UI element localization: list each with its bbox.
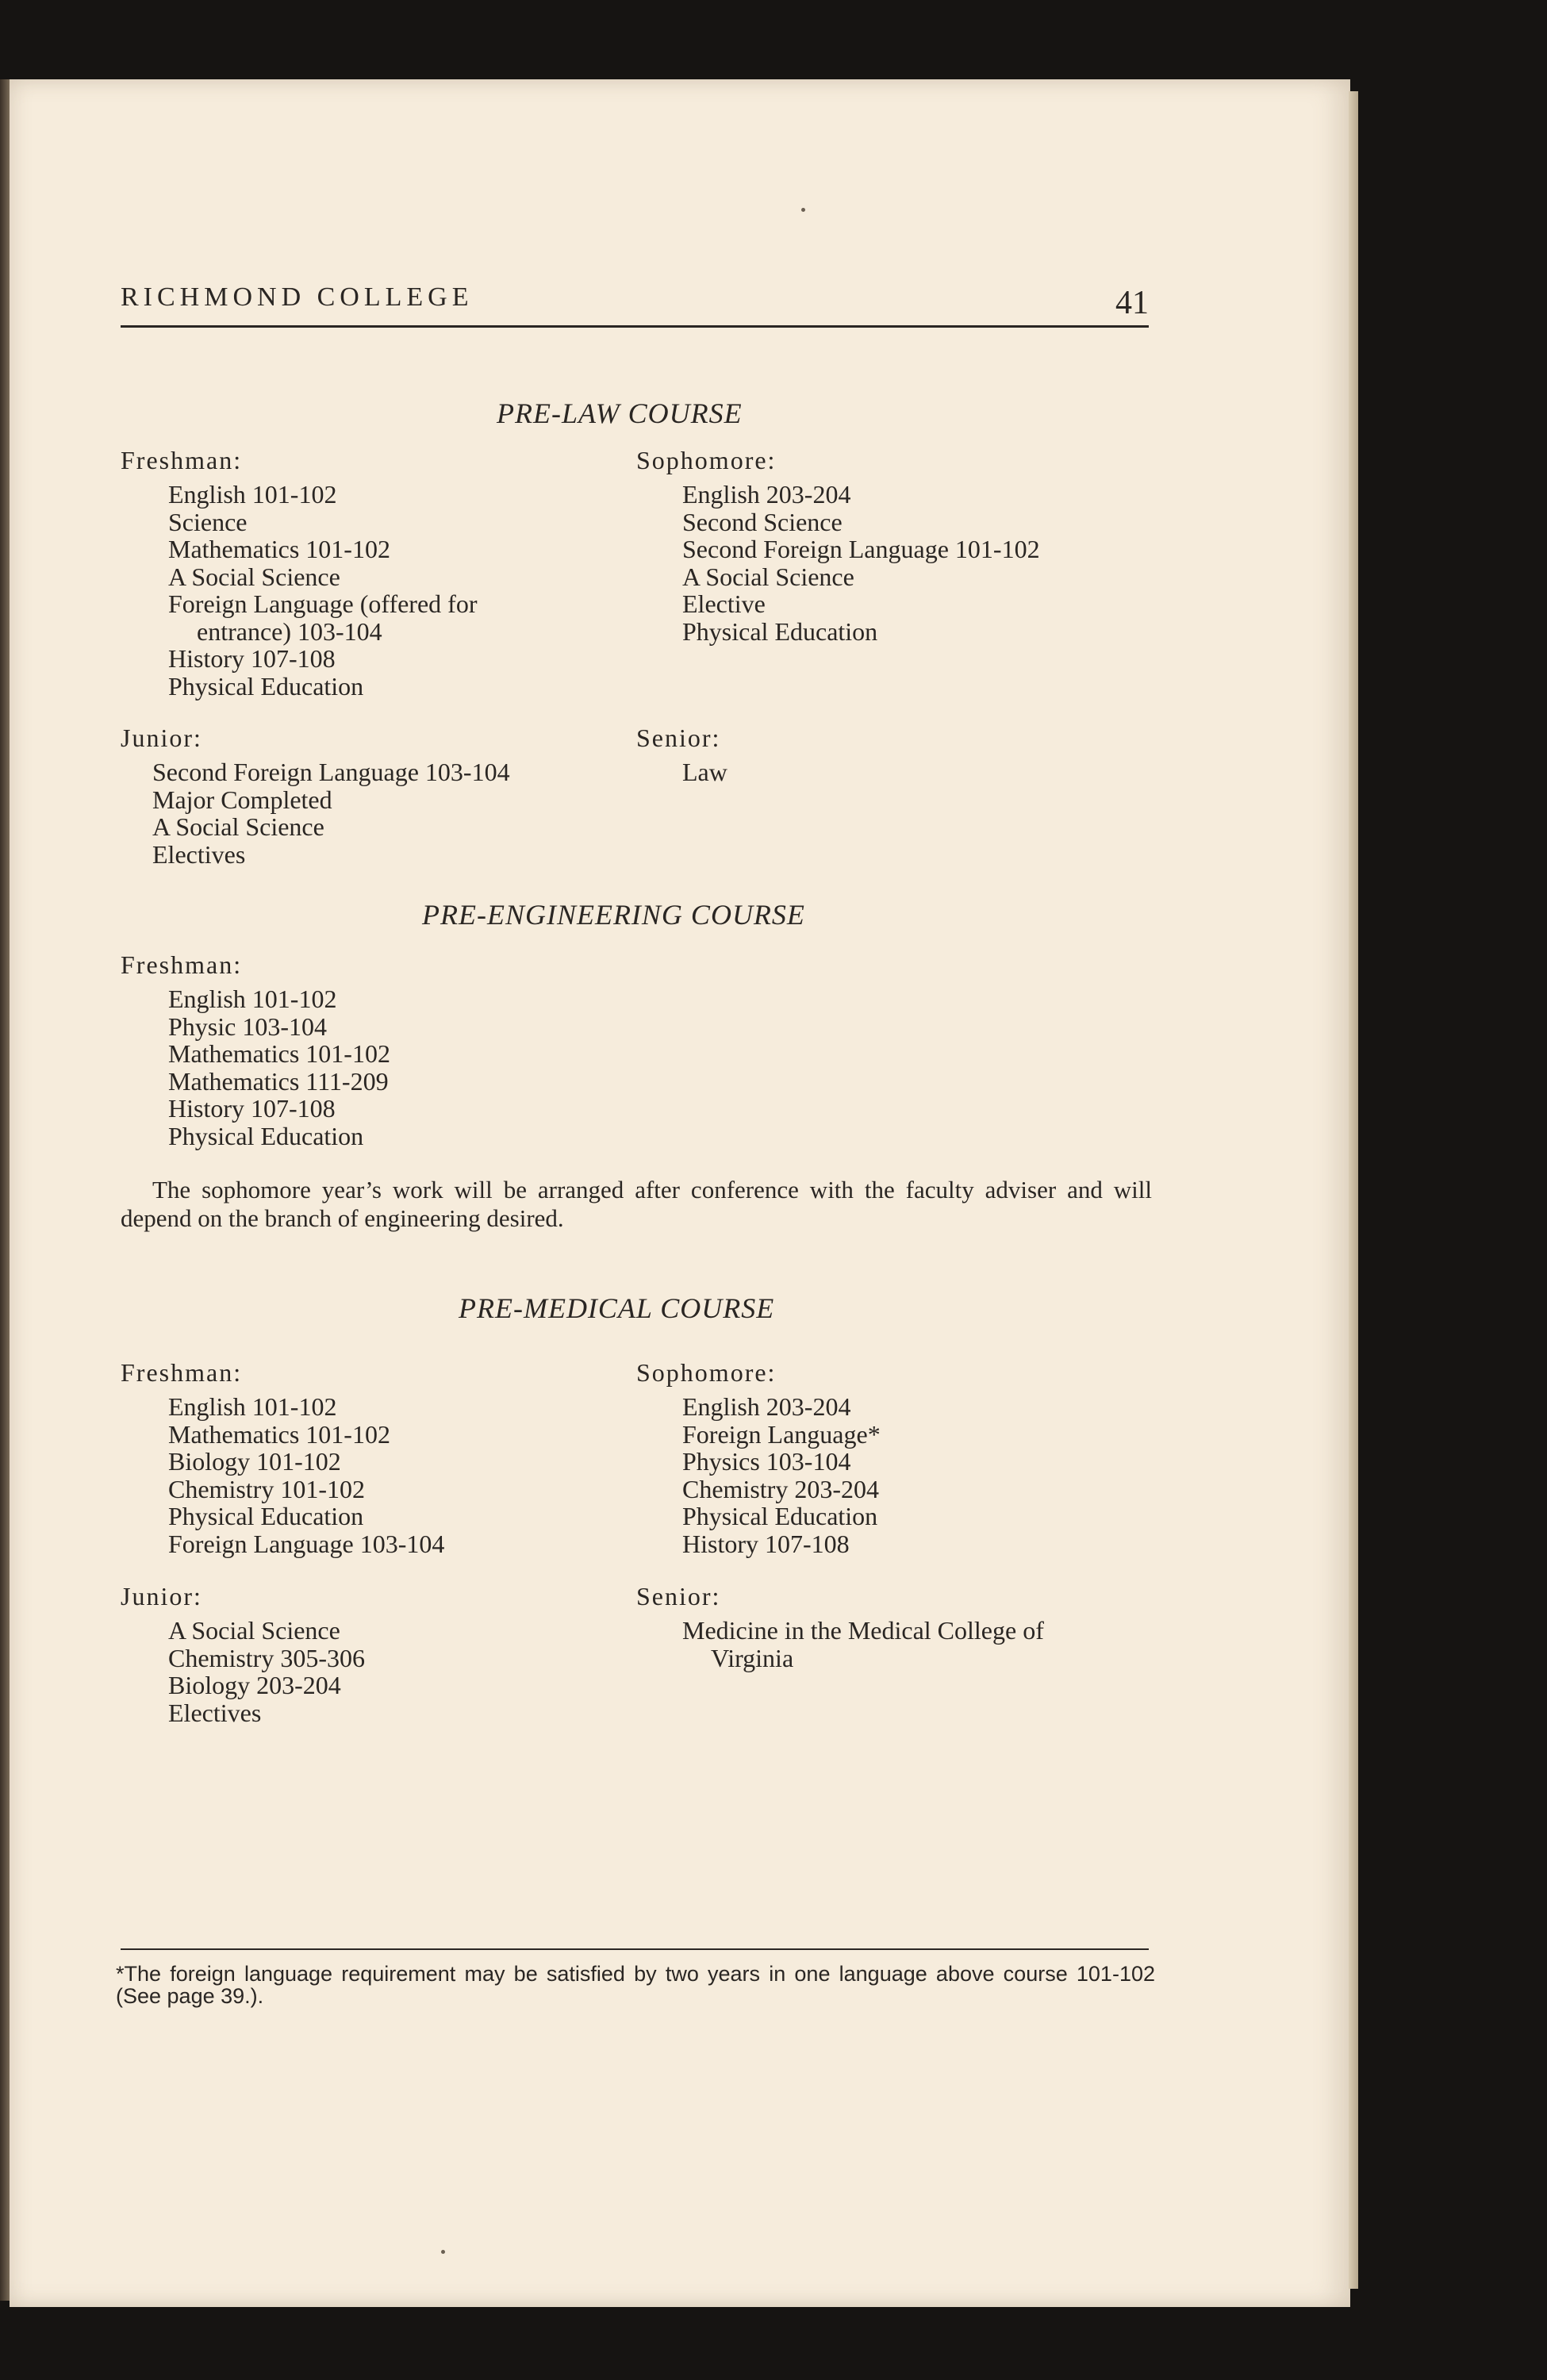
course-item: Electives — [152, 839, 246, 869]
course-item: History 107-108 — [168, 644, 336, 673]
course-item: History 107-108 — [168, 1094, 336, 1123]
course-item: Mathematics 101-102 — [168, 1039, 390, 1068]
course-item: Second Foreign Language 103-104 — [152, 758, 510, 786]
course-list — [168, 1393, 444, 1557]
preengineering-freshman — [121, 949, 390, 1150]
course-item: Foreign Language (offered for — [168, 589, 478, 618]
prelaw-title: PRE-LAW COURSE — [497, 397, 743, 429]
engineering-note: The sophomore year’s work will be arranged after conference with the faculty adviser and will depend on the branch of engineering desired. — [121, 1176, 1152, 1232]
year-label: Freshman: — [121, 446, 243, 474]
course-item: English 203-204 — [682, 480, 851, 509]
course-item: Foreign Language* — [682, 1419, 881, 1449]
course-item: English 101-102 — [168, 480, 337, 509]
premedical-senior — [636, 1580, 1044, 1672]
premedical-title: PRE-MEDICAL COURSE — [459, 1292, 775, 1324]
course-item: A Social Science — [152, 812, 324, 841]
course-item: Chemistry 305-306 — [168, 1643, 365, 1672]
course-list — [168, 1617, 365, 1726]
course-item: English 101-102 — [168, 985, 337, 1013]
course-item: Physical Education — [682, 1502, 878, 1530]
course-item: Major Completed — [152, 785, 332, 814]
year-label: Sophomore: — [636, 1358, 777, 1387]
course-list — [682, 1393, 881, 1557]
course-item: Foreign Language 103-104 — [168, 1529, 445, 1558]
year-label: Junior: — [121, 1582, 202, 1610]
footnote: *The foreign language requirement may be satisfied by two years in one language above course 101-102 (See page 39.). — [116, 1962, 1155, 2008]
course-item: Electives — [168, 1698, 262, 1727]
course-item: A Social Science — [168, 562, 340, 591]
premedical-freshman — [121, 1357, 444, 1557]
course-item: Physical Education — [168, 1121, 364, 1150]
course-item: Elective — [682, 589, 766, 618]
prelaw-senior — [636, 722, 727, 786]
course-item: Physical Education — [682, 616, 878, 646]
footnote-rule — [121, 1948, 1149, 1950]
premedical-sophomore — [636, 1357, 881, 1557]
course-list — [152, 758, 510, 868]
paper-speck — [801, 208, 805, 212]
year-label: Freshman: — [121, 950, 243, 979]
prelaw-sophomore — [636, 444, 1040, 645]
course-item: Physic 103-104 — [168, 1012, 327, 1041]
course-item: Physics 103-104 — [682, 1447, 851, 1476]
course-item: entrance) 103-104 — [197, 616, 382, 646]
course-item: English 101-102 — [168, 1392, 337, 1421]
course-item: Biology 101-102 — [168, 1447, 341, 1476]
page-stack-edge — [1349, 91, 1358, 2289]
running-header: RICHMOND COLLEGE — [121, 282, 474, 312]
course-item: Mathematics 101-102 — [168, 535, 390, 563]
prelaw-freshman — [121, 444, 477, 700]
course-list — [682, 758, 727, 786]
course-item: Chemistry 101-102 — [168, 1474, 365, 1503]
course-item: Biology 203-204 — [168, 1671, 341, 1699]
course-list — [682, 481, 1040, 645]
course-item: Medicine in the Medical College of — [682, 1616, 1044, 1645]
prelaw-junior — [121, 722, 510, 868]
course-item: Second Science — [682, 507, 843, 536]
course-item: A Social Science — [168, 1616, 340, 1645]
course-item: Virginia — [711, 1643, 794, 1672]
preengineering-title: PRE-ENGINEERING COURSE — [422, 899, 805, 931]
course-list — [168, 985, 390, 1150]
header-rule — [121, 325, 1149, 328]
course-item: Physical Education — [168, 671, 364, 701]
page-number: 41 — [1115, 285, 1149, 321]
course-item: Physical Education — [168, 1502, 364, 1530]
year-label: Senior: — [636, 724, 721, 752]
course-item: Science — [168, 507, 248, 536]
year-label: Junior: — [121, 724, 202, 752]
year-label: Sophomore: — [636, 446, 777, 474]
course-list — [168, 481, 477, 700]
course-item: Chemistry 203-204 — [682, 1474, 879, 1503]
course-item: A Social Science — [682, 562, 854, 591]
paper-speck — [441, 2250, 445, 2254]
premedical-junior — [121, 1580, 365, 1726]
course-item: History 107-108 — [682, 1529, 850, 1558]
course-list — [682, 1617, 1044, 1672]
course-item: Mathematics 111-209 — [168, 1066, 389, 1096]
course-item: English 203-204 — [682, 1392, 851, 1421]
course-item: Second Foreign Language 101-102 — [682, 535, 1040, 563]
year-label: Senior: — [636, 1582, 721, 1610]
course-item: Mathematics 101-102 — [168, 1419, 390, 1449]
course-item: Law — [682, 758, 727, 786]
year-label: Freshman: — [121, 1358, 243, 1387]
